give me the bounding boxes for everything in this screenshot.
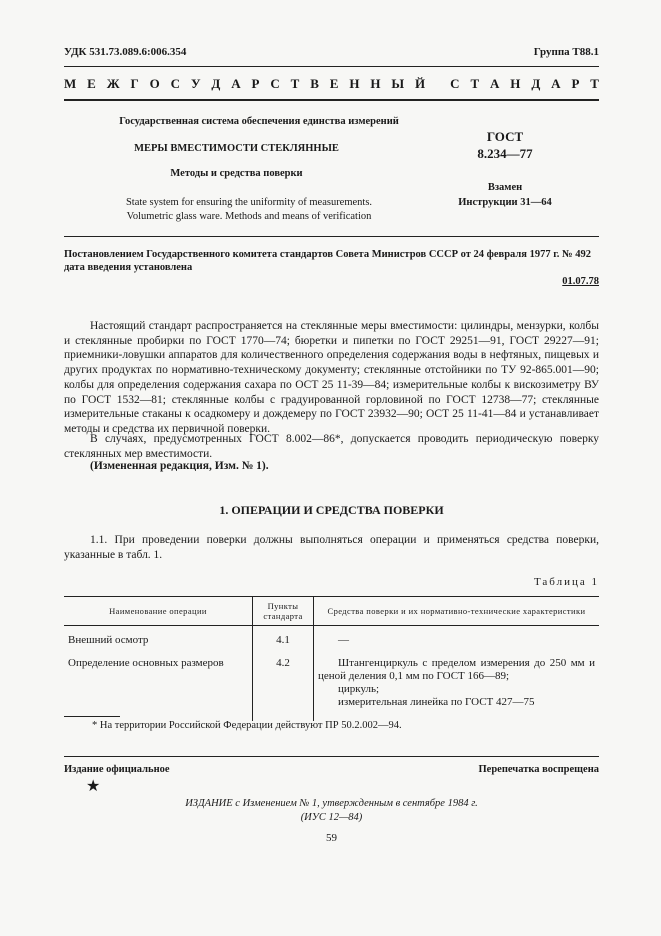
banner-letter: Р <box>251 76 260 91</box>
edition-line-2: (ИУС 12—84) <box>300 812 363 823</box>
english-title-line-2: Volumetric glass ware. Methods and means of verification <box>126 211 372 222</box>
table-row <box>64 655 599 721</box>
banner-letter: У <box>190 76 201 91</box>
banner-letter: Н <box>370 76 381 91</box>
scope-paragraph: Настоящий стандарт распространяется на стеклянные меры вместимости: цилиндры, мензурки, колбы и стеклянные пробирки по ГОСТ 1770—74; бюретки и пипетки по ГОСТ 29251—91, ГОСТ 29227—91; приемники-ловушки аппаратов для количественного определения содержания воды в нефтяных, пищевых и других продуктах по нормативно-техническому документу; стеклянные отстойники по ТУ 92-865.001—90; колбы для определения содержания сахара по ОСТ 25 11-39—84; измерительные колбы к вискозиметру ВУ по ГОСТ 1532—81; стеклянные колбы с градуированной горловиной по ГОСТ 12738—77; стеклянные измерительные стаканы к осадкомеру и дождемеру по ГОСТ 23932—90; ОСТ 25 11-41—84 и устанавливает методы и средства их первичной поверки. <box>64 320 599 435</box>
row-clause: 4.1 <box>253 626 314 656</box>
edition-note <box>64 797 599 825</box>
means-line: — <box>338 634 349 646</box>
banner-letter <box>436 76 439 92</box>
group-code: Группа Т88.1 <box>533 46 599 58</box>
means-line: измерительная линейка по ГОСТ 427—75 <box>338 696 535 708</box>
english-title-line-1: State system for ensuring the uniformity of measurements. <box>125 197 373 208</box>
gost-label: ГОСТ <box>486 129 524 144</box>
banner-letter: Н <box>349 76 360 91</box>
replaces-block <box>430 180 580 210</box>
means-line: Штангенциркуль с пределом измерения до 250 мм и ценой деления 0,1 мм по ГОСТ 166—89; <box>318 657 595 682</box>
star-icon: ★ <box>86 778 101 795</box>
banner-letter: Р <box>571 76 580 91</box>
banner-letter: С <box>270 76 280 91</box>
banner-letter: Д <box>211 76 221 91</box>
banner-letter: Е <box>329 76 339 91</box>
english-title <box>64 196 434 224</box>
decree-rule <box>64 236 599 237</box>
operations-table <box>64 596 599 721</box>
banner-letter: Н <box>510 76 521 91</box>
footnote-rule <box>64 716 120 717</box>
table-row <box>64 626 599 656</box>
row-clause: 4.2 <box>253 655 314 721</box>
footer-rule <box>64 756 599 757</box>
row-means <box>314 626 600 656</box>
banner-letter: А <box>551 76 561 91</box>
amendment-note: (Измененная редакция, Изм. № 1). <box>90 460 269 472</box>
banner-letter: М <box>64 76 77 91</box>
banner-letter: Т <box>290 76 300 91</box>
edition-line-1: ИЗДАНИЕ с Изменением № 1, утвержденным в сентябре 1984 г. <box>185 798 478 809</box>
section-title: 1. ОПЕРАЦИИ И СРЕДСТВА ПОВЕРКИ <box>219 503 444 517</box>
standard-banner <box>64 76 599 92</box>
banner-letter: О <box>149 76 160 91</box>
replaces-label: Взамен <box>487 182 523 193</box>
official-edition: Издание официальное <box>64 764 170 775</box>
header-clause: Пункты стандарта <box>253 597 314 626</box>
document-subtitle: Методы и средства поверки <box>170 168 303 179</box>
banner-letter: С <box>450 76 460 91</box>
page-number: 59 <box>326 832 337 844</box>
banner-letter: Й <box>415 76 426 91</box>
header-operation: Наименование операции <box>64 597 253 626</box>
row-operation: Внешний осмотр <box>64 626 253 656</box>
top-rule <box>64 66 599 67</box>
banner-letter: Е <box>87 76 96 91</box>
document-title: МЕРЫ ВМЕСТИМОСТИ СТЕКЛЯННЫЕ <box>134 143 339 154</box>
banner-letter: Ы <box>391 76 405 91</box>
decree-text: Постановлением Государственного комитета стандартов Совета Министров СССР от 24 февраля 1977 г. № 492 дата введения установлена <box>64 249 591 273</box>
gost-number: 8.234—77 <box>477 146 533 161</box>
banner-letter: Т <box>470 76 480 91</box>
periodic-verification-paragraph: В случаях, предусмотренных ГОСТ 8.002—86*, допускается проводить периодическую поверку стеклянных мер вместимости. <box>64 433 599 460</box>
clause-1-1: 1.1. При проведении поверки должны выполняться операции и применяться средства поверки, указанные в табл. 1. <box>64 534 599 561</box>
banner-letter: Т <box>590 76 599 91</box>
replaces-value: Инструкции 31—64 <box>458 197 552 208</box>
banner-letter: Д <box>531 76 541 91</box>
banner-letter: А <box>490 76 500 91</box>
effective-date: 01.07.78 <box>562 276 599 287</box>
system-name: Государственная система обеспечения единства измерений <box>119 116 399 127</box>
reprint-notice: Перепечатка воспрещена <box>478 764 599 775</box>
header-means: Средства поверки и их нормативно-технические характеристики <box>314 597 600 626</box>
banner-letter: А <box>231 76 241 91</box>
banner-letter: Ж <box>106 76 120 91</box>
banner-letter: С <box>170 76 181 91</box>
table-header-row <box>64 597 599 626</box>
banner-letter: Г <box>130 76 139 91</box>
banner-rule <box>64 99 599 101</box>
footnote: * На территории Российской Федерации действуют ПР 50.2.002—94. <box>92 720 402 731</box>
table-label: Таблица 1 <box>533 576 599 588</box>
row-operation: Определение основных размеров <box>64 655 253 721</box>
means-line: циркуль; <box>338 683 380 695</box>
banner-letter: В <box>310 76 319 91</box>
udk-code: УДК 531.73.089.6:006.354 <box>64 46 187 58</box>
row-means <box>314 655 600 721</box>
gost-designation <box>430 128 580 162</box>
